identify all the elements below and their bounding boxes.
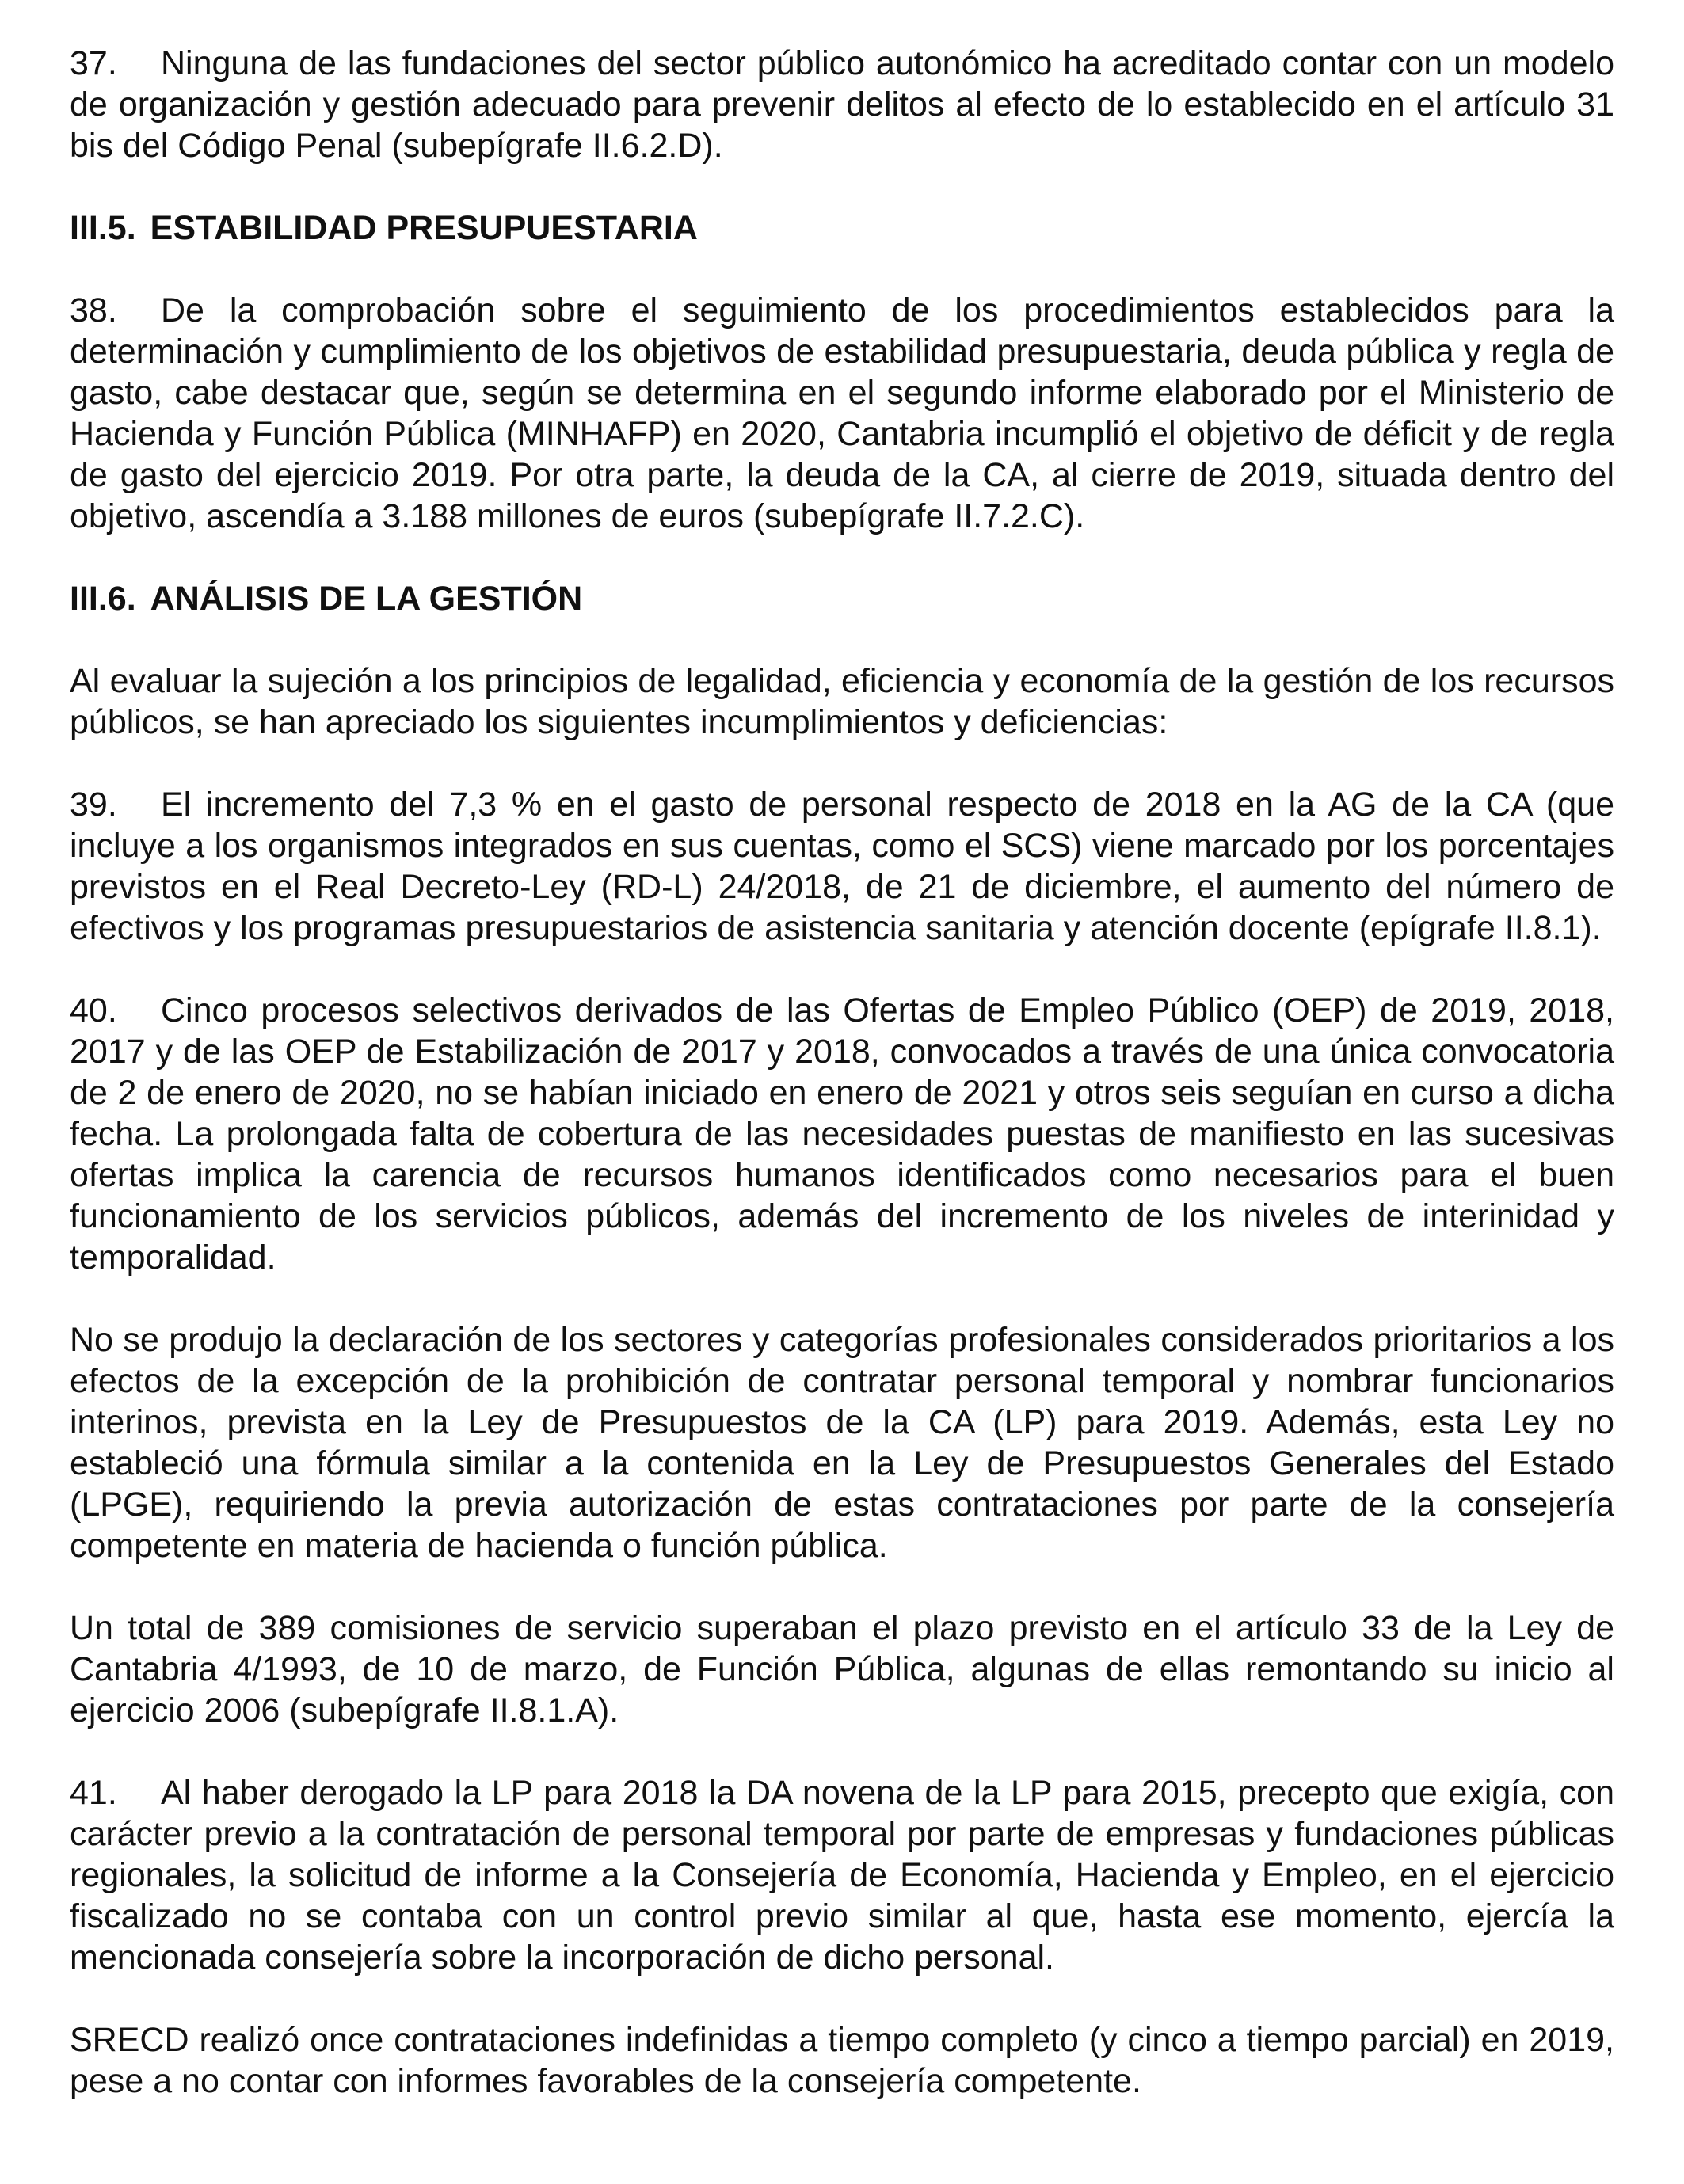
paragraph-37 — [70, 43, 1614, 166]
section-number: III.6. — [70, 580, 136, 618]
section-number: III.5. — [70, 209, 136, 247]
section-heading-iii-6 — [70, 578, 1614, 619]
paragraph-text: SRECD realizó once contrataciones indefinidas a tiempo completo (y cinco a tiempo parcial) en 2019, pese a no contar con informes favorables de la consejería competente. — [70, 2021, 1614, 2100]
paragraph-text: Al haber derogado la LP para 2018 la DA novena de la LP para 2015, precepto que exigía, con carácter previo a la contratación de personal temporal por parte de empresas y fundaciones públicas regionales, la solicitud de informe a la Consejería de Economía, Hacienda y Empleo, en el ejercicio fiscalizado no se contaba con un control previo similar al que, hasta ese momento, ejercía la mencionada consejería sobre la incorporación de dicho personal. — [70, 1774, 1614, 1977]
section-heading-iii-5 — [70, 207, 1614, 249]
paragraph-text: Al evaluar la sujeción a los principios de legalidad, eficiencia y economía de la gestión de los recursos públicos, se han apreciado los siguientes incumplimientos y deficiencias: — [70, 662, 1614, 741]
paragraph-number: 39. — [70, 786, 117, 824]
paragraph-text: El incremento del 7,3 % en el gasto de personal respecto de 2018 en la AG de la CA (que incluye a los organismos integrados en sus cuentas, como el SCS) viene marcado por los porcentajes previstos en el Real Decreto-Ley (RD-L) 24/2018, de 21 de diciembre, el aumento del número de efectivos y los programas presupuestarios de asistencia sanitaria y atención docente (epígrafe II.8.1). — [70, 786, 1614, 947]
intro-paragraph — [70, 660, 1614, 743]
document-page — [70, 43, 1614, 2102]
section-title: ANÁLISIS DE LA GESTIÓN — [150, 580, 583, 618]
paragraph-number: 41. — [70, 1774, 117, 1812]
paragraph-39 — [70, 784, 1614, 949]
paragraph-38 — [70, 290, 1614, 537]
paragraph-number: 37. — [70, 44, 117, 82]
paragraph-number: 40. — [70, 991, 117, 1029]
paragraph-number: 38. — [70, 291, 117, 329]
paragraph-text: No se produjo la declaración de los sectores y categorías profesionales considerados prioritarios a los efectos de la excepción de la prohibición de contratar personal temporal y nombrar funcionarios interinos, prevista en la Ley de Presupuestos de la CA (LP) para 2019. Además, esta Ley no estableció una fórmula similar a la contenida en la Ley de Presupuestos Generales del Estado (LPGE), requiriendo la previa autorización de estas contrataciones por parte de la consejería competente en materia de hacienda o función pública. — [70, 1321, 1614, 1565]
paragraph-40-continuation-2 — [70, 1608, 1614, 1731]
paragraph-text: Ninguna de las fundaciones del sector público autonómico ha acreditado contar con un modelo de organización y gestión adecuado para prevenir delitos al efecto de lo establecido en el artículo 31 bis del Código Penal (subepígrafe II.6.2.D). — [70, 44, 1614, 165]
paragraph-41 — [70, 1772, 1614, 1978]
paragraph-40-continuation-1 — [70, 1319, 1614, 1566]
paragraph-41-continuation — [70, 2019, 1614, 2102]
section-title: ESTABILIDAD PRESUPUESTARIA — [150, 209, 698, 247]
paragraph-text: De la comprobación sobre el seguimiento de los procedimientos establecidos para la determinación y cumplimiento de los objetivos de estabilidad presupuestaria, deuda pública y regla de gasto, cabe destacar que, según se determina en el segundo informe elaborado por el Ministerio de Hacienda y Función Pública (MINHAFP) en 2020, Cantabria incumplió el objetivo de déficit y de regla de gasto del ejercicio 2019. Por otra parte, la deuda de la CA, al cierre de 2019, situada dentro del objetivo, ascendía a 3.188 millones de euros (subepígrafe II.7.2.C). — [70, 291, 1614, 535]
paragraph-text: Cinco procesos selectivos derivados de las Ofertas de Empleo Público (OEP) de 2019, 2018, 2017 y de las OEP de Estabilización de 2017 y 2018, convocados a través de una única convocatoria de 2 de enero de 2020, no se habían iniciado en enero de 2021 y otros seis seguían en curso a dicha fecha. La prolongada falta de cobertura de las necesidades puestas de manifiesto en las sucesivas ofertas implica la carencia de recursos humanos identificados como necesarios para el buen funcionamiento de los servicios públicos, además del incremento de los niveles de interinidad y temporalidad. — [70, 991, 1614, 1277]
paragraph-text: Un total de 389 comisiones de servicio superaban el plazo previsto en el artículo 33 de la Ley de Cantabria 4/1993, de 10 de marzo, de Función Pública, algunas de ellas remontando su inicio al ejercicio 2006 (subepígrafe II.8.1.A). — [70, 1609, 1614, 1729]
paragraph-40 — [70, 990, 1614, 1278]
